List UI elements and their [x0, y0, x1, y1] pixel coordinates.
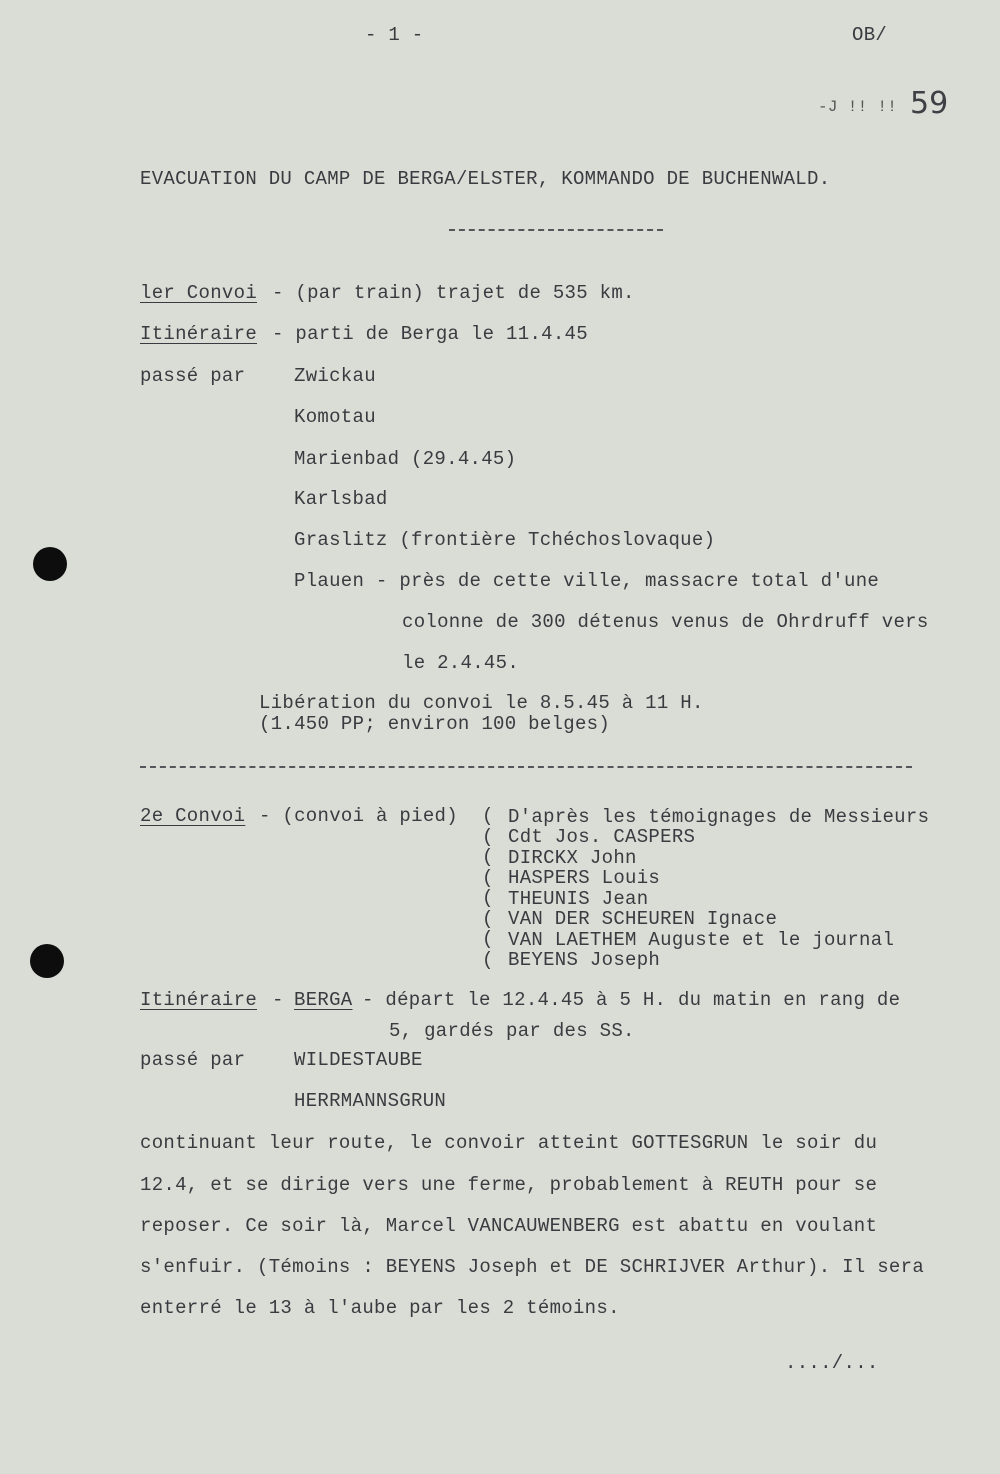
stop-item: Plauen - près de cette ville, massacre total d'une	[294, 570, 880, 592]
convoi1-itin-label: Itinéraire	[140, 323, 258, 345]
punch-hole-bottom	[30, 944, 64, 978]
plauen-continuation: colonne de 300 détenus venus de Ohrdruff vers	[402, 611, 929, 633]
narrative-line: s'enfuir. (Témoins : BEYENS Joseph et DE SCHRIJVER Arthur). Il sera	[140, 1256, 925, 1278]
stop-item: Zwickau	[294, 365, 376, 387]
narrative-line: enterré le 13 à l'aube par les 2 témoins.	[140, 1297, 620, 1319]
stop-item: Graslitz (frontière Tchéchoslovaque)	[294, 529, 716, 551]
narrative-line: 12.4, et se dirige vers une ferme, probablement à REUTH pour se	[140, 1174, 878, 1196]
witness-name: Cdt Jos. CASPERS	[508, 826, 696, 848]
stop-item: Karlsbad	[294, 488, 388, 510]
convoi1-passe-label: passé par	[140, 365, 246, 387]
document-title: EVACUATION DU CAMP DE BERGA/ELSTER, KOMMANDO DE BUCHENWALD.	[140, 168, 831, 190]
convoi2-itin-dash: -	[272, 989, 284, 1011]
section-divider	[140, 766, 912, 768]
witness-name: VAN LAETHEM Auguste et le journal	[508, 929, 895, 951]
stamp-marks: -J !! !!	[818, 98, 898, 116]
convoi2-itin-place: BERGA	[294, 989, 353, 1011]
continuation-mark: ..../...	[785, 1352, 879, 1374]
convoi2-passe-label: passé par	[140, 1049, 246, 1071]
convoi2-label: 2e Convoi	[140, 805, 246, 827]
punch-hole-top	[33, 547, 67, 581]
witness-intro: D'après les témoignages de Messieurs	[508, 806, 930, 828]
convoi1-desc: - (par train) trajet de 535 km.	[272, 282, 635, 304]
convoi1-itin-desc: - parti de Berga le 11.4.45	[272, 323, 588, 345]
witness-name: BEYENS Joseph	[508, 949, 661, 971]
witness-bracket: ( ( ( ( ( ( ( (	[482, 805, 494, 971]
convoi2-itin-cont: 5, gardés par des SS.	[389, 1020, 635, 1042]
witness-name: DIRCKX John	[508, 847, 637, 869]
stop-item: HERRMANNSGRUN	[294, 1090, 447, 1112]
plauen-continuation: le 2.4.45.	[402, 652, 520, 674]
convoi2-desc: - (convoi à pied)	[259, 805, 458, 827]
reference-code: OB/	[852, 24, 888, 46]
liberation-line: (1.450 PP; environ 100 belges)	[259, 713, 611, 735]
narrative-line: reposer. Ce soir là, Marcel VANCAUWENBERG est abattu en voulant	[140, 1215, 878, 1237]
witness-name: HASPERS Louis	[508, 867, 661, 889]
convoi1-label: ler Convoi	[140, 282, 258, 304]
stop-item: Komotau	[294, 406, 376, 428]
folio-number: 59	[910, 86, 949, 121]
title-divider	[449, 229, 663, 231]
stop-item: WILDESTAUBE	[294, 1049, 423, 1071]
narrative-line: continuant leur route, le convoir atteint GOTTESGRUN le soir du	[140, 1132, 878, 1154]
page-number: - 1 -	[365, 24, 424, 46]
stop-item: Marienbad (29.4.45)	[294, 448, 517, 470]
convoi2-itin-desc: - départ le 12.4.45 à 5 H. du matin en rang de	[362, 989, 901, 1011]
convoi2-itin-label: Itinéraire	[140, 989, 258, 1011]
liberation-line: Libération du convoi le 8.5.45 à 11 H.	[259, 692, 704, 714]
witness-name: VAN DER SCHEUREN Ignace	[508, 908, 778, 930]
witness-name: THEUNIS Jean	[508, 888, 649, 910]
